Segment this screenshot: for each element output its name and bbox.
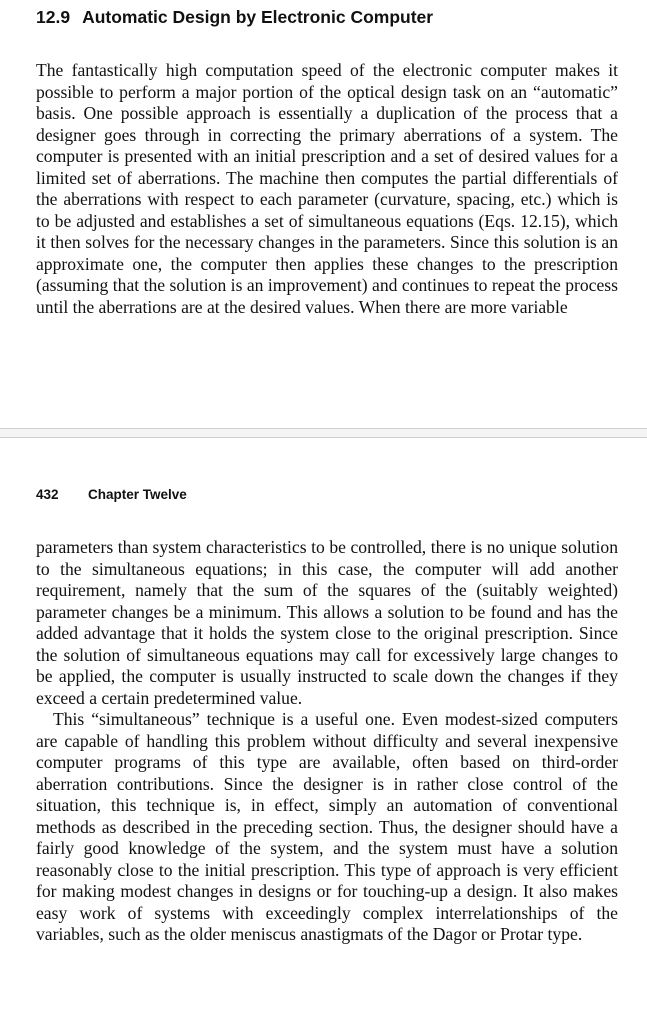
- section-heading: [36, 6, 596, 28]
- section-title: Automatic Design by Electronic Computer: [82, 7, 434, 27]
- section-number: 12.9: [36, 7, 71, 27]
- page-number: 432: [36, 487, 59, 502]
- bottom-text-block: [36, 537, 618, 946]
- body-paragraph-1: parameters than system characteristics to be controlled, there is no unique solution to the simultaneous equations; in this case, the computer will add another requirement, namely that the sum of the squares of the (suitably weighted) parameter changes be a minimum. This allows a solution to be found and has the added advantage that it holds the system close to the original prescription. Since the solution of simultaneous equations may call for excessively large changes to be applied, the computer is usually instructed to scale down the changes if they exceed a certain predetermined value.: [36, 537, 618, 708]
- page-break-divider: [0, 428, 647, 438]
- running-head: [36, 486, 187, 504]
- top-paragraph: The fantastically high computation speed of the electronic computer makes it possible to perform a major portion of the optical design task on an “automatic” basis. One possible approach is essentially a duplication of the process that a designer goes through in correcting the primary aberrations of a system. The computer is presented with an initial prescription and a set of desired values for a limited set of aberrations. The machine then computes the partial differentials of the aberrations with respect to each parameter (curvature, spacing, etc.) which is to be adjusted and establishes a set of simultaneous equations (Eqs. 12.15), which it then solves for the necessary changes in the parameters. Since this solution is an approximate one, the computer then applies these changes to the prescription (assuming that the solution is an improvement) and continues to repeat the process until the aberrations are at the desired values. When there are more variable: [36, 60, 618, 317]
- body-paragraph-2: This “simultaneous” technique is a useful one. Even modest-sized computers are capable of handling this problem without difficulty and several inexpensive computer programs of this type are available, often based on third-order aberration contributions. Since the designer is in rather close control of the situation, this technique is, in effect, simply an automation of conventional methods as described in the preceding section. Thus, the designer should have a fairly good knowledge of the system, and the system must have a solution reasonably close to the initial prescription. This type of approach is very efficient for making modest changes in designs or for touching-up a design. It also makes easy work of systems with exceedingly complex interrelationships of the variables, such as the older meniscus anastigmats of the Dagor or Protar type.: [36, 709, 618, 944]
- chapter-title: Chapter Twelve: [88, 487, 187, 502]
